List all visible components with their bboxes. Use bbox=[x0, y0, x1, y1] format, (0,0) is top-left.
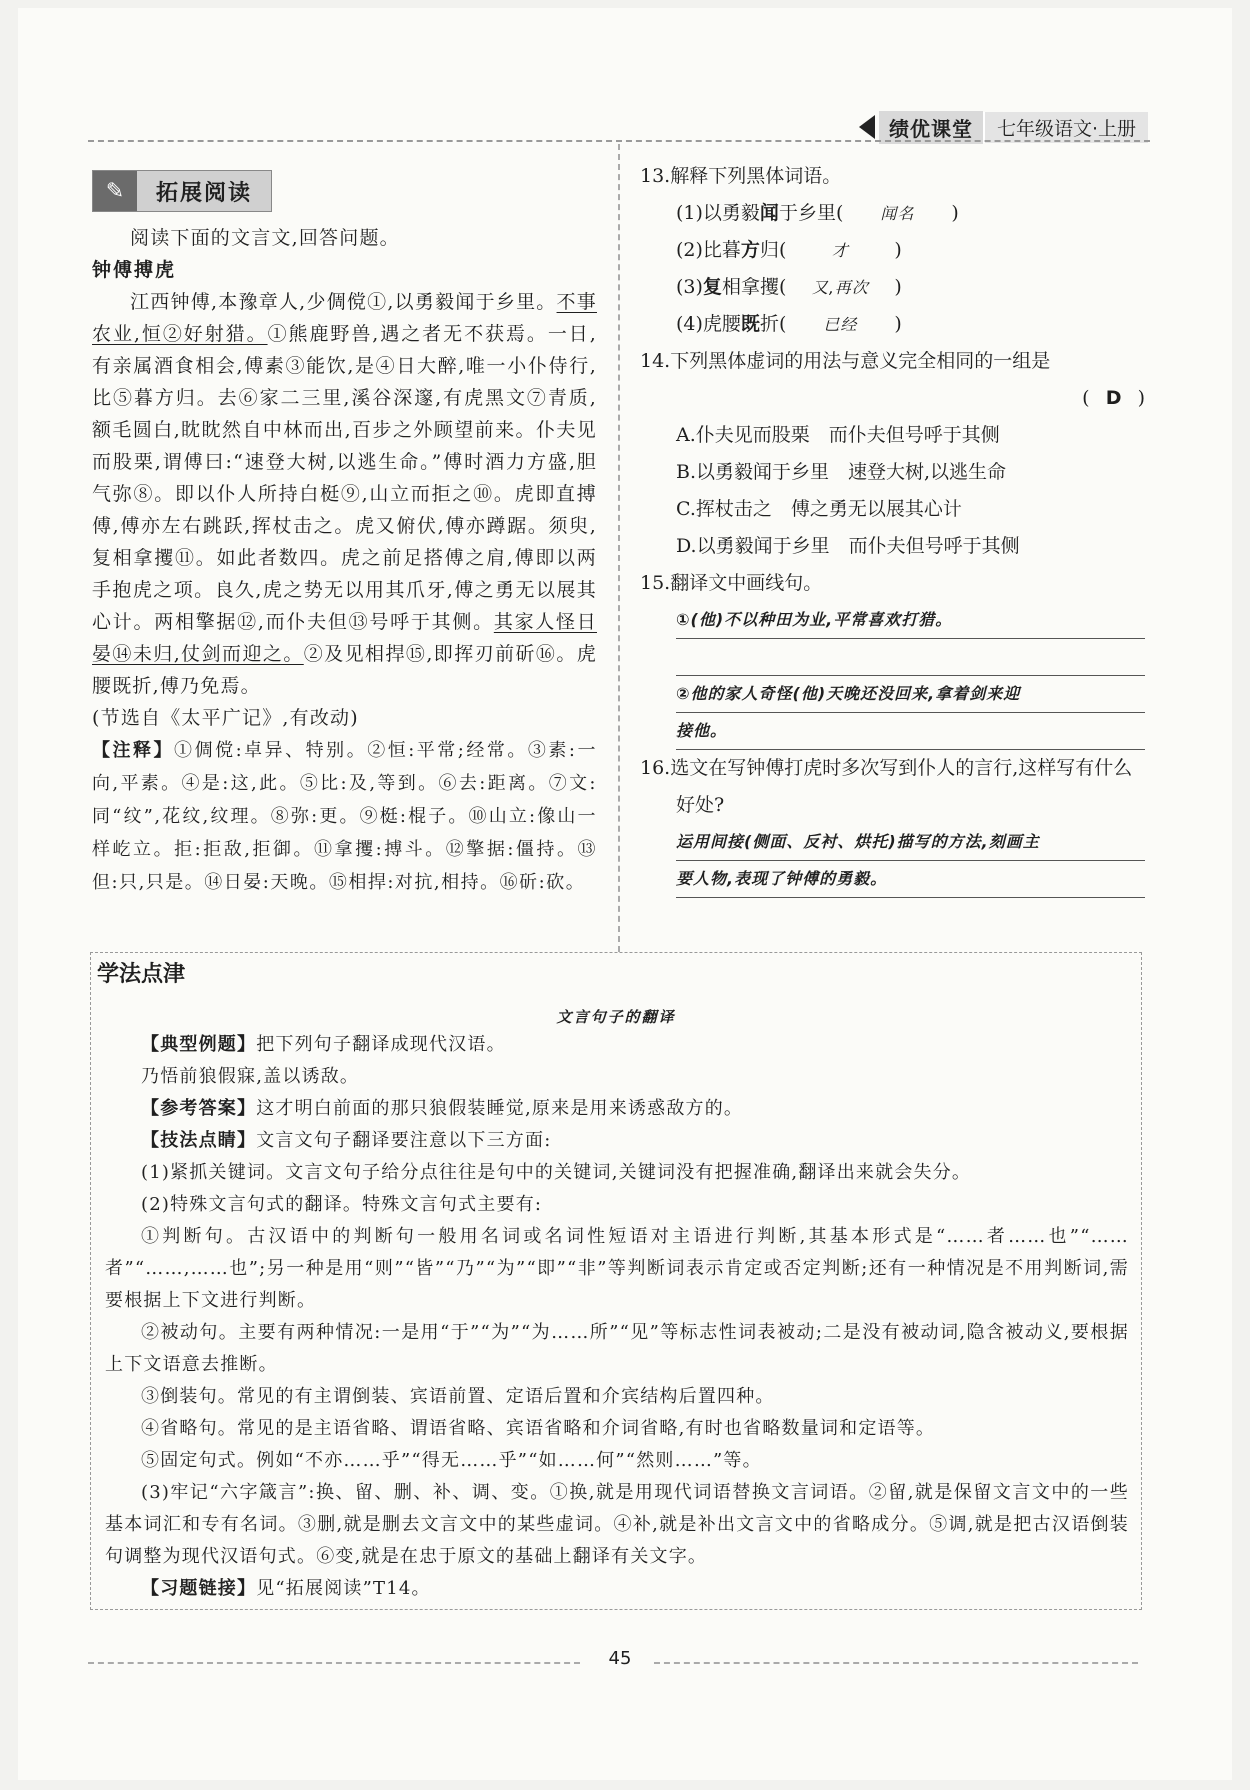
section-badge bbox=[92, 170, 272, 212]
footer-divider-left bbox=[88, 1662, 580, 1664]
q14-option: D.以勇毅闻于乡里 而仆夫但号呼于其侧 bbox=[676, 535, 1020, 557]
q14-answer: D bbox=[1105, 387, 1122, 409]
q15-answer-2-line2: 接他。 bbox=[676, 713, 1145, 750]
method-box bbox=[90, 952, 1142, 1610]
q16-answer-line1: 运用间接(侧面、反衬、烘托)描写的方法,刻画主 bbox=[676, 824, 1145, 861]
running-header bbox=[859, 112, 1148, 142]
q13-bold-word: 既 bbox=[740, 313, 760, 335]
tip-point-2e: ⑤固定句式。例如“不亦……乎”“得无……乎”“如……何”“然则……”等。 bbox=[141, 1450, 762, 1471]
passage-part-b: ①熊鹿野兽,遇之者无不获焉。一日,有亲属酒食相会,傅素③能饮,是④日大醉,唯一小仆侍行,比⑤暮方归。去⑥家二三里,溪谷深邃,有虎黑文⑦青质,额毛圆白,眈眈然自中林而出,百步之外顾望前来。仆夫见而股栗,谓傅曰:“速登大树,以逃生命。”傅时酒力方盛,胆气弥⑧。即以仆人所持白梃⑨,山立而拒之⑩。虎即直搏傅,傅亦左右跳跃,挥杖击之。虎又俯伏,傅亦蹲踞。须臾,复相拿攫⑪。如此者数四。虎之前足搭傅之肩,傅即以两手抱虎之项。良久,虎之势无以用其爪牙,傅之勇无以展其心计。两相擎据⑫,而仆夫但⑬号呼于其侧。 bbox=[92, 323, 597, 633]
questions-column bbox=[640, 158, 1145, 898]
triangle-marker-icon bbox=[859, 115, 875, 139]
method-title: 学法点津 bbox=[97, 962, 186, 987]
notes-label: 【注释】 bbox=[92, 740, 175, 761]
reading-title: 钟傅搏虎 bbox=[92, 259, 177, 281]
q13-item-text: 于乡里( bbox=[778, 202, 844, 224]
q13-item bbox=[640, 195, 1145, 232]
underlined-sentence-1: 不事农业,恒②好射猎。 bbox=[92, 291, 597, 345]
q14-option: A.仆夫见而股栗 而仆夫但号呼于其侧 bbox=[676, 424, 1000, 446]
method-subtitle: 文言句子的翻译 bbox=[556, 1008, 676, 1026]
q13-answer: 才 bbox=[831, 241, 849, 260]
q16-answer-line2: 要人物,表现了钟傅的勇毅。 bbox=[676, 861, 1145, 898]
q13-item-text: (3) bbox=[676, 276, 703, 298]
example-sentence: 乃悟前狼假寐,盖以诱敌。 bbox=[141, 1066, 360, 1087]
q13-item-text: (4)虎腰 bbox=[676, 313, 741, 335]
example-text: 把下列句子翻译成现代汉语。 bbox=[256, 1034, 506, 1055]
tip-text: 文言文句子翻译要注意以下三方面: bbox=[256, 1130, 552, 1151]
page-number: 45 bbox=[608, 1648, 632, 1669]
column-divider bbox=[618, 144, 620, 952]
example-label: 【典型例题】 bbox=[141, 1034, 257, 1055]
q13-stem: 13.解释下列黑体词语。 bbox=[640, 165, 842, 187]
method-body bbox=[105, 1029, 1129, 1605]
q13-item bbox=[640, 269, 1145, 306]
q13-item-end: ) bbox=[894, 276, 902, 298]
tip-point-1: (1)紧抓关键词。文言文句子给分点往往是句中的关键词,关键词没有把握准确,翻译出来就会失分。 bbox=[141, 1162, 972, 1183]
q13-bold-word: 方 bbox=[740, 239, 760, 261]
link-text: 见“拓展阅读”T14。 bbox=[256, 1578, 431, 1599]
q13-item bbox=[640, 232, 1145, 269]
q13-item-text: 相拿攫( bbox=[721, 276, 787, 298]
tip-para bbox=[105, 1125, 1129, 1157]
reading-source: (节选自《太平广记》,有改动) bbox=[92, 707, 359, 729]
tip-point-2b: ②被动句。主要有两种情况:一是用“于”“为”“为……所”“见”等标志性词表被动;二是没有被动词,隐含被动义,要根据上下文语意去推断。 bbox=[105, 1322, 1129, 1375]
answer-text: 这才明白前面的那只狼假装睡觉,原来是用来诱惑敌方的。 bbox=[256, 1098, 744, 1119]
tip-point-2d: ④省略句。常见的是主语省略、谓语省略、宾语省略和介词省略,有时也省略数量词和定语等。 bbox=[141, 1418, 936, 1439]
q13-answer: 闻名 bbox=[880, 204, 915, 223]
passage-part-c: ②及见相捍⑮,即挥刃前斫⑯。虎腰既折,傅乃免焉。 bbox=[92, 643, 597, 697]
answer-para bbox=[105, 1093, 1129, 1125]
reading-passage bbox=[92, 286, 597, 702]
answer-label: 【参考答案】 bbox=[141, 1098, 257, 1119]
book-label: 七年级语文·上册 bbox=[983, 112, 1148, 143]
section-title: 拓展阅读 bbox=[137, 171, 271, 211]
link-para bbox=[105, 1573, 1129, 1605]
q13-answer: 又,再次 bbox=[811, 278, 869, 297]
reading-intro: 阅读下面的文言文,回答问题。 bbox=[130, 227, 400, 249]
underlined-sentence-2: 其家人怪日晏⑭未归,仗剑而迎之。 bbox=[92, 611, 597, 665]
header-divider bbox=[88, 140, 1150, 142]
q14-option: C.挥杖击之 傅之勇无以展其心计 bbox=[676, 498, 962, 520]
q13-item-text: 折( bbox=[759, 313, 787, 335]
tip-point-3: (3)牢记“六字箴言”:换、留、删、补、调、变。①换,就是用现代词语替换文言词语。②留,就是保留文言文中的一些基本词汇和专有名词。③删,就是删去文言文中的某些虚词。④补,就是补出文言文中的省略成分。⑤调,就是把古汉语倒装句调整为现代汉语句式。⑥变,就是在忠于原文的基础上翻译有关文字。 bbox=[105, 1482, 1129, 1567]
q13-item-text: (2)比暮 bbox=[676, 239, 741, 261]
link-label: 【习题链接】 bbox=[141, 1578, 257, 1599]
q14-answer-box: ( D ) bbox=[640, 380, 1145, 417]
notes-text: ①倜傥:卓异、特别。②恒:平常;经常。③素:一向,平素。④是:这,此。⑤比:及,等到。⑥去:距离。⑦文:同“纹”,花纹,纹理。⑧弥:更。⑨梃:棍子。⑩山立:像山一样屹立。拒:拒敌,拒御。⑪拿攫:搏斗。⑫擎据:僵持。⑬但:只,只是。⑭日晏:天晚。⑮相捍:对抗,相持。⑯斫:砍。 bbox=[92, 740, 598, 893]
q13-bold-word: 闻 bbox=[759, 202, 779, 224]
q15-answer-2-line1: ②他的家人奇怪(他)天晚还没回来,拿着剑来迎 bbox=[676, 676, 1145, 713]
q13-item-end: ) bbox=[894, 313, 902, 335]
tip-point-2: (2)特殊文言句式的翻译。特殊文言句式主要有: bbox=[141, 1194, 543, 1215]
footer-divider-right bbox=[654, 1662, 1138, 1664]
reading-column bbox=[92, 222, 597, 899]
passage-part-a: 江西钟傅,本豫章人,少倜傥①,以勇毅闻于乡里。 bbox=[130, 291, 557, 313]
q13-bold-word: 复 bbox=[702, 276, 722, 298]
q14-stem: 14.下列黑体虚词的用法与意义完全相同的一组是 bbox=[640, 350, 1051, 372]
example-para bbox=[105, 1029, 1129, 1061]
q13-answer: 已经 bbox=[823, 315, 858, 334]
q13-item-text: 归( bbox=[759, 239, 787, 261]
q15-blank-line bbox=[676, 639, 1145, 676]
q13-item bbox=[640, 306, 1145, 343]
tip-point-2c: ③倒装句。常见的有主谓倒装、宾语前置、定语后置和介宾结构后置四种。 bbox=[141, 1386, 775, 1407]
q13-item-end: ) bbox=[894, 239, 902, 261]
q15-stem: 15.翻译文中画线句。 bbox=[640, 572, 823, 594]
q13-item-text: (1)以勇毅 bbox=[676, 202, 760, 224]
brand-label: 绩优课堂 bbox=[879, 111, 983, 144]
q15-answer-1: ①(他)不以种田为业,平常喜欢打猎。 bbox=[676, 602, 1145, 639]
reading-notes bbox=[92, 734, 597, 899]
pen-note-icon: ✎ bbox=[93, 171, 137, 211]
tip-label: 【技法点睛】 bbox=[141, 1130, 257, 1151]
q13-item-end: ) bbox=[951, 202, 959, 224]
q16-stem: 16.选文在写钟傅打虎时多次写到仆人的言行,这样写有什么好处? bbox=[640, 757, 1133, 816]
q14-option: B.以勇毅闻于乡里 速登大树,以逃生命 bbox=[676, 461, 1007, 483]
tip-point-2a: ①判断句。古汉语中的判断句一般用名词或名词性短语对主语进行判断,其基本形式是“……者……也”“……者”“……,……也”;另一种是用“则”“皆”“乃”“为”“即”“非”等判断词表示肯定或否定判断;还有一种情况是不用判断词,需要根据上下文进行判断。 bbox=[105, 1226, 1129, 1311]
